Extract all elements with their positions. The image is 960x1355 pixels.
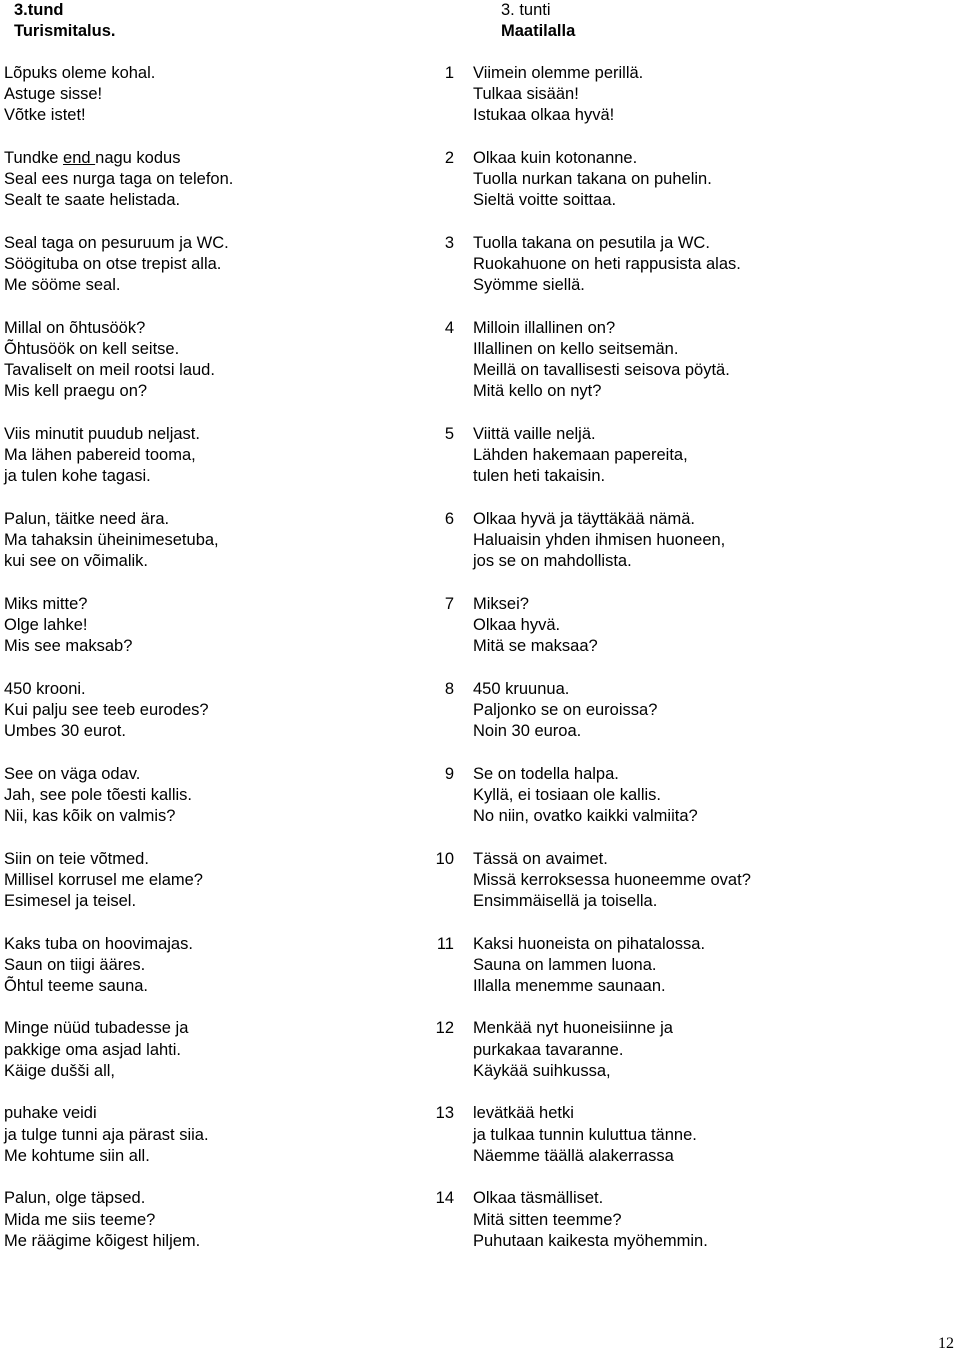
block-number: 4 xyxy=(444,318,454,337)
finnish-line: No niin, ovatko kaikki valmiita? xyxy=(473,806,698,825)
finnish-line: Sauna on lammen luona. xyxy=(473,955,657,974)
finnish-line: Kaksi huoneista on pihatalossa. xyxy=(473,934,706,953)
finnish-line: Se on todella halpa. xyxy=(473,764,619,783)
finnish-block xyxy=(430,1188,950,1252)
finnish-line: levätkää hetki xyxy=(473,1104,574,1123)
finnish-line: Syömme siellä. xyxy=(473,276,585,295)
finnish-line: Mitä sitten teemme? xyxy=(473,1210,622,1229)
finnish-line: Meillä on tavallisesti seisova pöytä. xyxy=(473,361,730,380)
estonian-line: puhake veidi xyxy=(4,1104,97,1123)
finnish-line: tulen heti takaisin. xyxy=(473,467,606,486)
estonian-block xyxy=(4,934,404,998)
block-number: 5 xyxy=(444,424,454,443)
finnish-column xyxy=(430,0,950,1252)
finnish-line: Tuolla takana on pesutila ja WC. xyxy=(473,233,710,252)
finnish-line: Olkaa hyvä ja täyttäkää nämä. xyxy=(473,509,695,528)
finnish-line: Käykää suihkussa, xyxy=(473,1061,611,1080)
finnish-line: Olkaa kuin kotonanne. xyxy=(473,148,638,167)
estonian-line: Palun, täitke need ära. xyxy=(4,509,170,528)
finnish-line: Viimein olemme perillä. xyxy=(473,63,644,82)
estonian-line: Millisel korrusel me elame? xyxy=(4,870,203,889)
block-number: 14 xyxy=(435,1189,454,1208)
finnish-lines xyxy=(473,63,950,127)
finnish-block xyxy=(430,849,950,913)
finnish-block xyxy=(430,1103,950,1167)
estonian-line: Ma lähen pabereid tooma, xyxy=(4,445,196,464)
finnish-line: Haluaisin yhden ihmisen huoneen, xyxy=(473,530,726,549)
estonian-line: Mida me siis teeme? xyxy=(4,1210,156,1229)
finnish-line: Lähden hakemaan papereita, xyxy=(473,445,688,464)
block-number: 13 xyxy=(435,1104,454,1123)
estonian-line: Ma tahaksin üheinimesetuba, xyxy=(4,530,219,549)
estonian-block xyxy=(4,318,404,403)
estonian-line: Nii, kas kõik on valmis? xyxy=(4,806,176,825)
estonian-line: Mis see maksab? xyxy=(4,637,133,656)
finnish-block xyxy=(430,509,950,573)
lesson-title-et: Turismitalus. xyxy=(14,22,116,41)
finnish-block xyxy=(430,1018,950,1082)
estonian-line: Tundke end nagu kodus xyxy=(4,148,181,167)
estonian-line: Esimesel ja teisel. xyxy=(4,891,137,910)
finnish-block xyxy=(430,63,950,127)
finnish-lines xyxy=(473,424,950,488)
finnish-line: Menkää nyt huoneisiinne ja xyxy=(473,1019,673,1038)
estonian-column xyxy=(4,0,404,1252)
estonian-block xyxy=(4,424,404,488)
estonian-block xyxy=(4,1018,404,1082)
finnish-block xyxy=(430,764,950,828)
estonian-block xyxy=(4,594,404,658)
estonian-line: Me sööme seal. xyxy=(4,276,121,295)
estonian-line: Sealt te saate helistada. xyxy=(4,191,181,210)
block-number: 12 xyxy=(435,1019,454,1038)
estonian-line: Minge nüüd tubadesse ja xyxy=(4,1019,189,1038)
finnish-line: Miksei? xyxy=(473,594,529,613)
estonian-line: Astuge sisse! xyxy=(4,84,103,103)
estonian-line: Kui palju see teeb eurodes? xyxy=(4,700,209,719)
estonian-line: Me räägime kõigest hiljem. xyxy=(4,1231,201,1250)
finnish-line: Istukaa olkaa hyvä! xyxy=(473,106,615,125)
finnish-line: Mitä se maksaa? xyxy=(473,637,598,656)
estonian-dialogue xyxy=(4,63,404,1252)
finnish-lines xyxy=(473,849,950,913)
finnish-line: Olkaa hyvä. xyxy=(473,615,561,634)
estonian-line: Millal on õhtusöök? xyxy=(4,318,146,337)
finnish-line: Kyllä, ei tosiaan ole kallis. xyxy=(473,785,662,804)
finnish-block xyxy=(430,233,950,297)
estonian-line: Võtke istet! xyxy=(4,106,86,125)
finnish-block xyxy=(430,594,950,658)
block-number: 9 xyxy=(444,764,454,783)
finnish-line: Missä kerroksessa huoneemme ovat? xyxy=(473,870,751,889)
estonian-line: 450 krooni. xyxy=(4,679,86,698)
estonian-line: Mis kell praegu on? xyxy=(4,382,148,401)
finnish-line: Tulkaa sisään! xyxy=(473,84,579,103)
estonian-line: Käige dušši all, xyxy=(4,1061,115,1080)
estonian-line: Söögituba on otse trepist alla. xyxy=(4,254,222,273)
estonian-line: pakkige oma asjad lahti. xyxy=(4,1040,182,1059)
page-number: 12 xyxy=(938,1335,954,1352)
estonian-block xyxy=(4,509,404,573)
finnish-block xyxy=(430,679,950,743)
finnish-line: Illallinen on kello seitsemän. xyxy=(473,339,679,358)
estonian-line: Kaks tuba on hoovimajas. xyxy=(4,934,193,953)
block-number: 11 xyxy=(436,934,454,953)
finnish-block xyxy=(430,148,950,212)
estonian-line: Me kohtume siin all. xyxy=(4,1146,150,1165)
finnish-lines xyxy=(473,1103,950,1167)
estonian-line: Olge lahke! xyxy=(4,615,88,634)
finnish-line: Puhutaan kaikesta myöhemmin. xyxy=(473,1231,708,1250)
finnish-lines xyxy=(473,233,950,297)
underlined-word: end xyxy=(63,148,96,167)
estonian-line: Õhtul teeme sauna. xyxy=(4,976,149,995)
estonian-line: ja tulge tunni aja pärast siia. xyxy=(4,1125,209,1144)
estonian-line: Seal taga on pesuruum ja WC. xyxy=(4,233,229,252)
block-number: 2 xyxy=(444,148,454,167)
finnish-lines xyxy=(473,594,950,658)
lesson-title-fi: Maatilalla xyxy=(501,22,576,41)
block-number: 10 xyxy=(435,849,454,868)
finnish-line: Sieltä voitte soittaa. xyxy=(473,191,617,210)
estonian-line: ja tulen kohe tagasi. xyxy=(4,467,151,486)
lesson-number-fi: 3. tunti xyxy=(501,1,551,19)
finnish-line: Tuolla nurkan takana on puhelin. xyxy=(473,169,712,188)
estonian-line: Seal ees nurga taga on telefon. xyxy=(4,169,234,188)
block-number: 3 xyxy=(444,233,454,252)
estonian-line: Õhtusöök on kell seitse. xyxy=(4,339,180,358)
estonian-line: See on väga odav. xyxy=(4,764,141,783)
estonian-block xyxy=(4,1103,404,1167)
finnish-line: ja tulkaa tunnin kuluttua tänne. xyxy=(473,1125,697,1144)
finnish-lines xyxy=(473,1188,950,1252)
finnish-line: Milloin illallinen on? xyxy=(473,318,616,337)
block-number: 6 xyxy=(444,509,454,528)
finnish-line: Noin 30 euroa. xyxy=(473,722,582,741)
finnish-line: Viittä vaille neljä. xyxy=(473,424,596,443)
block-number: 8 xyxy=(444,679,454,698)
finnish-lines xyxy=(473,934,950,998)
finnish-line: Mitä kello on nyt? xyxy=(473,382,602,401)
estonian-line: Lõpuks oleme kohal. xyxy=(4,63,156,82)
estonian-block xyxy=(4,148,404,212)
finnish-lines xyxy=(473,509,950,573)
estonian-line: kui see on võimalik. xyxy=(4,552,148,571)
estonian-block xyxy=(4,849,404,913)
estonian-block xyxy=(4,764,404,828)
block-number: 1 xyxy=(444,63,454,82)
estonian-block xyxy=(4,1188,404,1252)
finnish-lines xyxy=(473,1018,950,1082)
lesson-number-et: 3.tund xyxy=(14,1,64,19)
finnish-line: Paljonko se on euroissa? xyxy=(473,700,658,719)
estonian-line: Siin on teie võtmed. xyxy=(4,849,149,868)
finnish-line: Olkaa täsmälliset. xyxy=(473,1189,604,1208)
finnish-line: Ensimmäisellä ja toisella. xyxy=(473,891,658,910)
finnish-heading xyxy=(430,0,950,43)
finnish-line: Näemme täällä alakerrassa xyxy=(473,1146,674,1165)
finnish-lines xyxy=(473,764,950,828)
finnish-line: Tässä on avaimet. xyxy=(473,849,608,868)
estonian-line: Miks mitte? xyxy=(4,594,88,613)
finnish-lines xyxy=(473,679,950,743)
estonian-line: Palun, olge täpsed. xyxy=(4,1189,146,1208)
finnish-line: purkakaa tavaranne. xyxy=(473,1040,624,1059)
estonian-block xyxy=(4,233,404,297)
estonian-block xyxy=(4,679,404,743)
finnish-lines xyxy=(473,318,950,403)
finnish-lines xyxy=(473,148,950,212)
estonian-block xyxy=(4,63,404,127)
block-number: 7 xyxy=(444,594,454,613)
estonian-heading xyxy=(4,0,404,43)
finnish-block xyxy=(430,934,950,998)
finnish-line: jos se on mahdollista. xyxy=(473,552,632,571)
estonian-line: Umbes 30 eurot. xyxy=(4,722,126,741)
finnish-block xyxy=(430,318,950,403)
finnish-dialogue xyxy=(430,63,950,1252)
finnish-block xyxy=(430,424,950,488)
finnish-line: Illalla menemme saunaan. xyxy=(473,976,666,995)
finnish-line: 450 kruunua. xyxy=(473,679,570,698)
finnish-line: Ruokahuone on heti rappusista alas. xyxy=(473,254,741,273)
estonian-line: Viis minutit puudub neljast. xyxy=(4,424,200,443)
estonian-line: Saun on tiigi ääres. xyxy=(4,955,146,974)
estonian-line: Tavaliselt on meil rootsi laud. xyxy=(4,361,215,380)
estonian-line: Jah, see pole tõesti kallis. xyxy=(4,785,193,804)
